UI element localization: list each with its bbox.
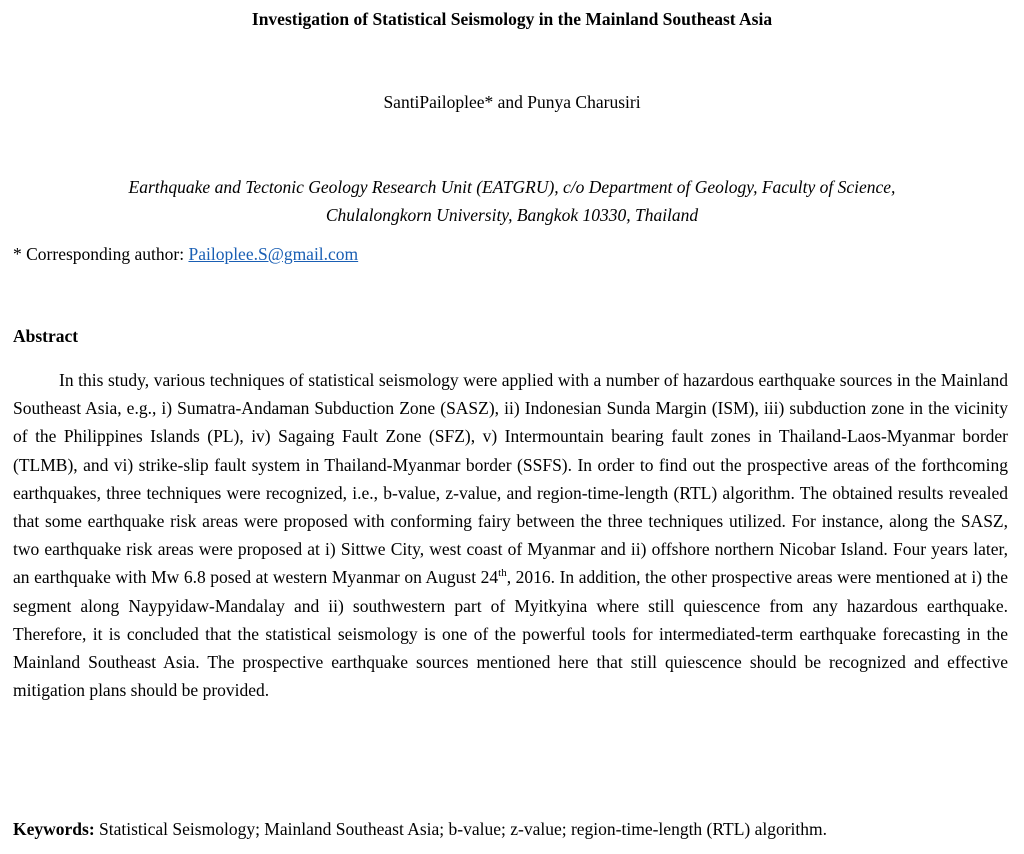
- keywords: [13, 818, 1008, 840]
- keywords-text: Statistical Seismology; Mainland Southeast Asia; b-value; z-value; region-time-length (RTL) algorithm.: [94, 819, 827, 839]
- affiliation-line-2: Chulalongkorn University, Bangkok 10330, Thailand: [325, 205, 699, 225]
- abstract-body: [13, 366, 1008, 704]
- corresponding-author: [13, 243, 358, 265]
- abstract-ordinal-suffix: th: [498, 567, 507, 580]
- paper-title: Investigation of Statistical Seismology in the Mainland Southeast Asia: [251, 9, 773, 29]
- abstract-text-part-1: In this study, various techniques of statistical seismology were applied with a number of hazardous earthquake sources in the Mainland Southeast Asia, e.g., i) Sumatra-Andaman Subduction Zone (SASZ), ii) Indonesian Sunda Margin (ISM), iii) subduction zone in the vicinity of the Philippines Islands (PL), iv) Sagaing Fault Zone (SFZ), v) Intermountain bearing fault zones in Thailand-Laos-Myanmar border (TLMB), and vi) strike-slip fault system in Thailand-Myanmar border (SSFS). In order to find out the prospective areas of the forthcoming earthquakes, three techniques were recognized, i.e., b-value, z-value, and region-time-length (RTL) algorithm. The obtained results revealed that some earthquake risk areas were proposed with conforming fairy between the three techniques utilized. For instance, along the SASZ, two earthquake risk areas were proposed at i) Sittwe City, west coast of Myanmar and ii) offshore northern Nicobar Island. Four years later, an earthquake with Mw 6.8 posed at western Myanmar on August 24: [13, 370, 1008, 588]
- affiliation: [40, 173, 984, 229]
- corresponding-author-label: * Corresponding author:: [13, 244, 185, 264]
- abstract-heading: Abstract: [13, 326, 79, 346]
- affiliation-line-1: Earthquake and Tectonic Geology Research Unit (EATGRU), c/o Department of Geology, Faculty of Science,: [128, 177, 896, 197]
- abstract-text-part-2: , 2016. In addition, the other prospective areas were mentioned at i) the segment along Naypyidaw-Mandalay and ii) southwestern part of Myitkyina where still quiescence from any hazardous earthquake. Therefore, it is concluded that the statistical seismology is one of the powerful tools for intermediated-term earthquake forecasting in the Mainland Southeast Asia. The prospective earthquake sources mentioned here that still quiescence should be recognized and effective mitigation plans should be provided.: [13, 567, 1008, 701]
- corresponding-email-link[interactable]: Pailoplee.S@gmail.com: [188, 244, 359, 264]
- keywords-label: Keywords:: [13, 819, 95, 839]
- author-list: SantiPailoplee* and Punya Charusiri: [383, 92, 641, 112]
